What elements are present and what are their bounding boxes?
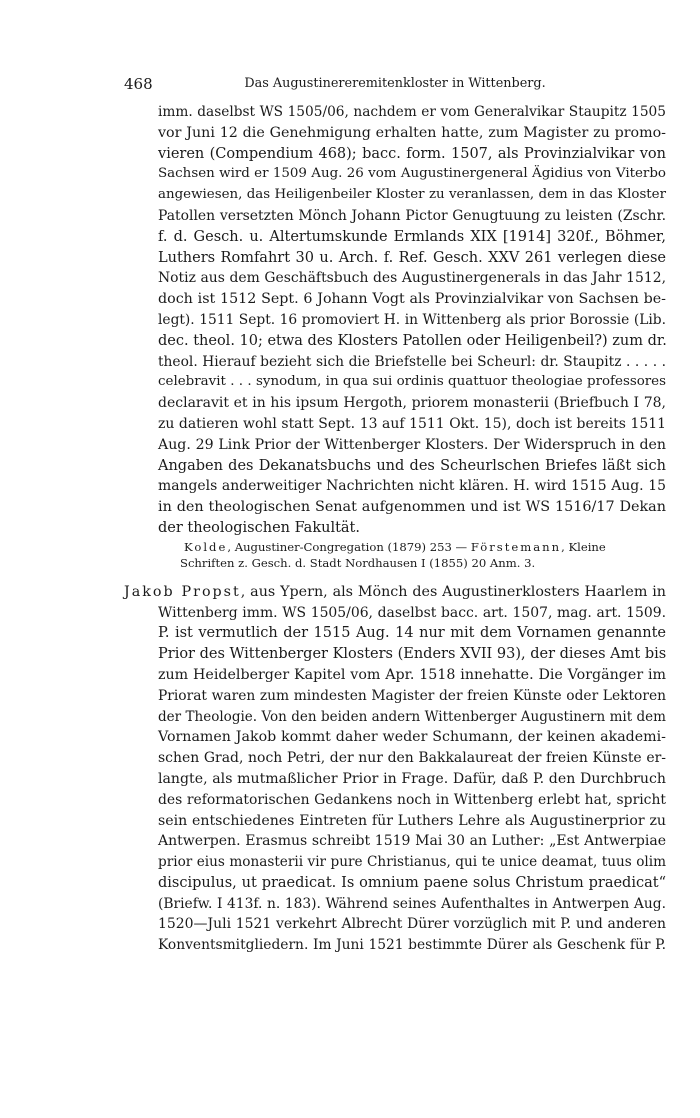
entry-name: Jakob Propst (124, 583, 241, 600)
text-line: in den theologischen Senat aufgenommen und ist WS 1516/17 Dekan (158, 499, 666, 516)
text-line: Aug. 29 Link Prior der Wittenberger Klosters. Der Widerspruch in den (158, 436, 666, 453)
text-line: declaravit et in his ipsum Hergoth, priorem monasterii (Briefbuch I 78, (158, 395, 666, 412)
text-line: langte, als mutmaßlicher Prior in Frage. Dafür, daß P. den Durchbruch (158, 770, 666, 787)
text-line: Konventsmitgliedern. Im Juni 1521 bestimmte Dürer als Geschenk für P. (158, 937, 666, 954)
text-line: Patollen versetzten Mönch Johann Pictor Genugtuung zu leisten (Zschr. (158, 207, 666, 224)
entry-first-line (124, 582, 666, 603)
text-line: doch ist 1512 Sept. 6 Johann Vogt als Provinzialvikar von Sachsen be- (158, 291, 666, 308)
text-line: f. d. Gesch. u. Altertumskunde Ermlands XIX [1914] 320f., Böhmer, (158, 228, 666, 245)
entry-hergoth (124, 102, 666, 572)
text-line: Notiz aus dem Geschäftsbuch des Augustinergenerals in das Jahr 1512, (158, 270, 666, 287)
page-number: 468 (124, 75, 153, 93)
text-line: Vornamen Jakob kommt daher weder Schumann, der keinen akademi- (158, 729, 666, 746)
citation-author: Kolde (184, 539, 228, 554)
text-line: P. ist vermutlich der 1515 Aug. 14 nur mit dem Vornamen genannte (158, 625, 666, 642)
text-line: dec. theol. 10; etwa des Klosters Patollen oder Heiligenbeil?) zum dr. (158, 332, 667, 349)
text-line: prior eius monasterii vir pure Christianus, qui te unice deamat, tuus olim (158, 854, 666, 871)
text-line: der theologischen Fakultät. (158, 519, 360, 536)
entry-jakob-propst (124, 582, 666, 956)
page-header (124, 74, 666, 94)
citation-text: , Kleine (561, 539, 606, 554)
text-line: des reformatorischen Gedankens noch in Wittenberg erlebt hat, spricht (158, 791, 666, 808)
citation (124, 539, 666, 556)
text-line: zu datieren wohl statt Sept. 13 auf 1511 Okt. 15), doch ist bereits 1511 (158, 415, 666, 432)
text-line: celebravit . . . synodum, in qua sui ordinis quattuor theologiae professores (158, 374, 666, 390)
running-title: Das Augustinereremitenkloster in Wittenberg. (244, 76, 546, 91)
citation-text: , Augustiner-Congregation (1879) 253 — (227, 539, 471, 554)
text-line: angewiesen, das Heiligenbeiler Kloster zu veranlassen, dem in das Kloster (158, 187, 666, 203)
text-line: Luthers Romfahrt 30 u. Arch. f. Ref. Gesch. XXV 261 verlegen diese (158, 249, 666, 266)
text-line: 1520—Juli 1521 verkehrt Albrecht Dürer vorzüglich mit P. und anderen (158, 916, 666, 933)
entry-first-line-text: , aus Ypern, als Mönch des Augustinerklosters Haarlem in (240, 583, 666, 600)
text-line: zum Heidelberger Kapitel vom Apr. 1518 innehatte. Die Vorgänger im (158, 666, 666, 683)
text-line: legt). 1511 Sept. 16 promoviert H. in Wittenberg als prior Borossie (Lib. (158, 311, 666, 328)
text-line: sein entschiedenes Eintreten für Luthers Lehre als Augustinerprior zu (158, 812, 666, 829)
text-line: mangels anderweitiger Nachrichten nicht klären. H. wird 1515 Aug. 15 (158, 478, 666, 495)
text-line: (Briefw. I 413f. n. 183). Während seines Aufenthaltes in Antwerpen Aug. (158, 895, 666, 912)
text-line: vieren (Compendium 468); bacc. form. 1507, als Provinzialvikar von (158, 145, 666, 162)
text-line: theol. Hierauf bezieht sich die Briefstelle bei Scheurl: dr. Staupitz . . . . . (158, 353, 666, 370)
text-line: Wittenberg imm. WS 1505/06, daselbst bacc. art. 1507, mag. art. 1509. (158, 604, 666, 621)
citation-author: Förstemann (470, 539, 562, 554)
text-line: Prior des Wittenberger Klosters (Enders XVII 93), der dieses Amt bis (158, 646, 667, 663)
text-line: Sachsen wird er 1509 Aug. 26 vom Augustinergeneral Ägidius von Viterbo (158, 166, 666, 182)
text-line: der Theologie. Von den beiden andern Wittenberger Augustinern mit dem (158, 708, 666, 725)
citation-continuation: Schriften z. Gesch. d. Stadt Nordhausen I (1855) 20 Anm. 3. (180, 556, 536, 571)
text-line: Angaben des Dekanatsbuchs und des Scheurlschen Briefes läßt sich (158, 457, 666, 474)
text-line: Antwerpen. Erasmus schreibt 1519 Mai 30 an Luther: „Est Antwerpiae (158, 833, 666, 850)
text-line: discipulus, ut praedicat. Is omnium paene solus Christum praedicat“ (158, 874, 666, 891)
text-line: vor Juni 12 die Genehmigung erhalten hatte, zum Magister zu promo- (158, 124, 666, 141)
text-line: schen Grad, noch Petri, der nur den Bakkalaureat der freien Künste er- (158, 750, 666, 767)
page-body (124, 102, 666, 956)
text-line: Priorat waren zum mindesten Magister der freien Künste oder Lektoren (158, 687, 666, 704)
text-line: imm. daselbst WS 1505/06, nachdem er vom Generalvikar Staupitz 1505 (158, 104, 666, 120)
